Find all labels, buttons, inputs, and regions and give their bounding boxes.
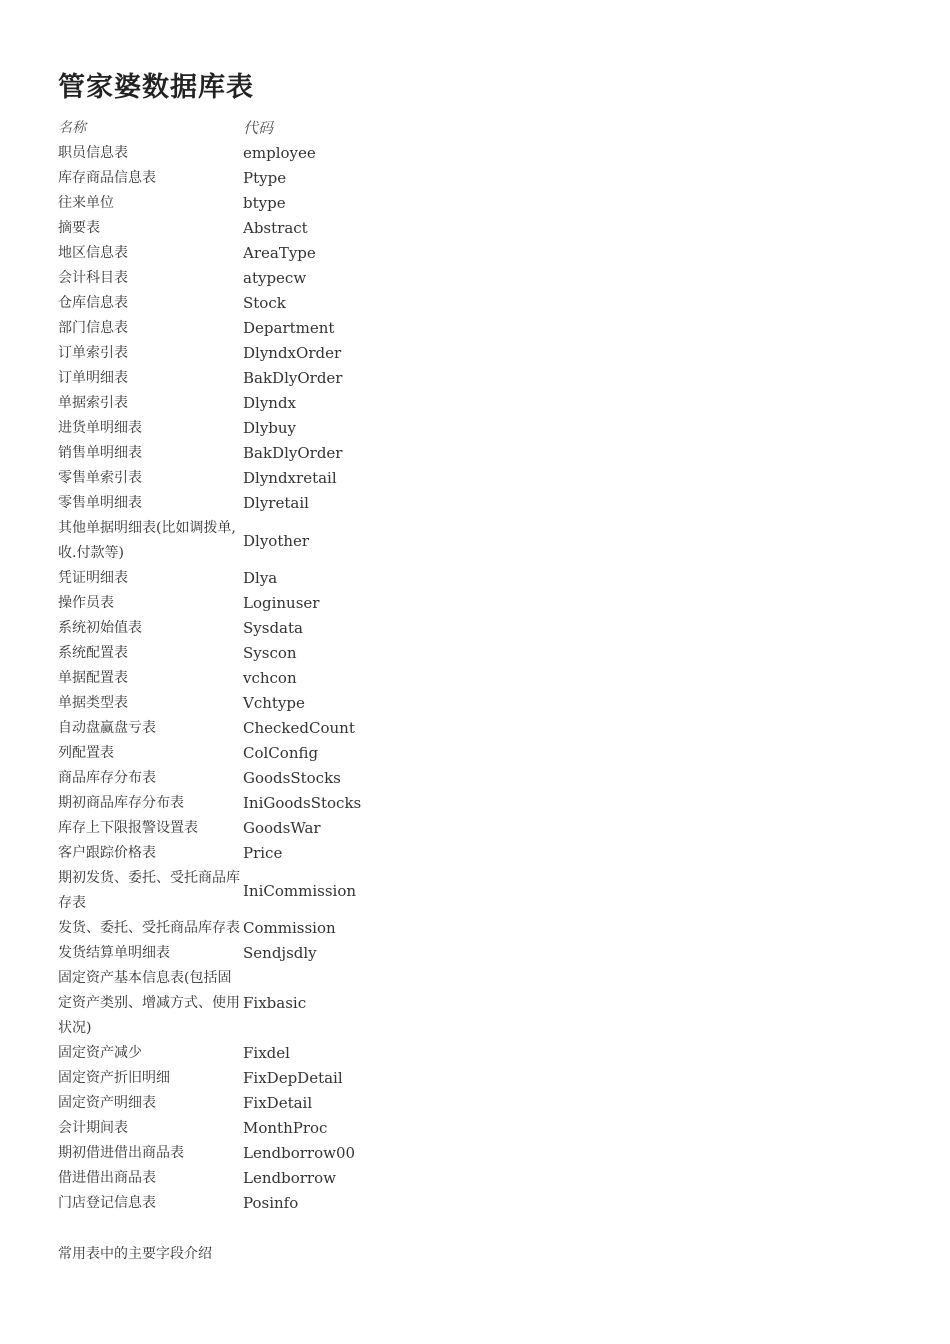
table-row — [58, 491, 443, 516]
page-title: 管家婆数据库表 — [58, 72, 254, 103]
table-row — [58, 591, 443, 616]
table-row — [58, 1141, 443, 1166]
table-row — [58, 1191, 443, 1216]
table-cell-name: 门店登记信息表 — [58, 1195, 156, 1211]
table-row — [58, 816, 443, 841]
table-cell-name: 固定资产明细表 — [58, 1095, 156, 1111]
table-row — [58, 616, 443, 641]
table-cell-code: ColConfig — [243, 744, 319, 762]
table-row — [58, 1041, 443, 1066]
table-cell-name: 商品库存分布表 — [58, 770, 156, 786]
table-row — [58, 1166, 443, 1191]
table-cell-code: FixDetail — [243, 1094, 313, 1112]
table-cell-name: 零售单明细表 — [58, 495, 142, 511]
table-cell-code: Posinfo — [243, 1194, 299, 1212]
table-row — [58, 966, 443, 1041]
table-cell-code: Dlybuy — [243, 419, 297, 437]
table-row — [58, 241, 443, 266]
footer-note: 常用表中的主要字段介绍 — [58, 1246, 212, 1262]
table-cell-code: Sendjsdly — [243, 944, 317, 962]
table-row — [58, 941, 443, 966]
table-cell-name: 会计科目表 — [58, 270, 128, 286]
table-row — [58, 441, 443, 466]
header-code: 代码 — [243, 119, 274, 137]
table-row — [58, 866, 443, 916]
table-cell-code: AreaType — [243, 244, 316, 262]
table-row — [58, 916, 443, 941]
table-row — [58, 841, 443, 866]
table-cell-name: 固定资产基本信息表(包括固定资产类别、增减方式、使用状况) — [58, 970, 240, 1036]
table-cell-code: Commission — [243, 919, 336, 937]
table-cell-name: 自动盘赢盘亏表 — [58, 720, 156, 736]
table-cell-code: Lendborrow00 — [243, 1144, 356, 1162]
table-cell-code: IniCommission — [243, 881, 357, 900]
table-cell-code: Fixbasic — [243, 994, 307, 1012]
table-cell-code: Loginuser — [243, 594, 320, 612]
table-cell-code: IniGoodsStocks — [243, 794, 362, 812]
table-header-row — [58, 116, 443, 141]
table-row — [58, 141, 443, 166]
table-cell-code: Ptype — [243, 169, 287, 187]
table-cell-name: 借进借出商品表 — [58, 1170, 156, 1186]
table-row — [58, 716, 443, 741]
table-cell-code: Dlyother — [243, 531, 310, 550]
table-cell-code: Fixdel — [243, 1044, 290, 1062]
table-row — [58, 1091, 443, 1116]
table-cell-name: 会计期间表 — [58, 1120, 128, 1136]
table-body — [58, 141, 443, 1216]
table-cell-code: Dlyndxretail — [243, 469, 337, 487]
table-cell-name: 期初商品库存分布表 — [58, 795, 184, 811]
table-cell-name: 固定资产折旧明细 — [58, 1070, 170, 1086]
table-cell-code: BakDlyOrder — [243, 369, 343, 387]
table-cell-code: Dlyndx — [243, 394, 297, 412]
table-cell-code: Price — [243, 844, 283, 862]
table-cell-name: 零售单索引表 — [58, 470, 142, 486]
table-cell-name: 系统配置表 — [58, 645, 128, 661]
table-cell-name: 操作员表 — [58, 595, 114, 611]
table-cell-name: 客户跟踪价格表 — [58, 845, 156, 861]
table-cell-code: atypecw — [243, 269, 307, 287]
table-row — [58, 766, 443, 791]
table-cell-code: Dlyretail — [243, 494, 309, 512]
table-row — [58, 416, 443, 441]
table-row — [58, 316, 443, 341]
table-row — [58, 266, 443, 291]
table-cell-name: 库存商品信息表 — [58, 170, 156, 186]
table-row — [58, 741, 443, 766]
table-cell-name: 系统初始值表 — [58, 620, 142, 636]
table-cell-code: btype — [243, 194, 286, 212]
table-cell-name: 销售单明细表 — [58, 445, 142, 461]
table-cell-code: BakDlyOrder — [243, 444, 343, 462]
table-row — [58, 191, 443, 216]
table-cell-name: 往来单位 — [58, 195, 114, 211]
table-row — [58, 391, 443, 416]
table-cell-name: 单据索引表 — [58, 395, 128, 411]
table-cell-code: GoodsStocks — [243, 769, 341, 787]
table-cell-name: 列配置表 — [58, 745, 114, 761]
table-cell-name: 库存上下限报警设置表 — [58, 820, 198, 836]
table-cell-code: vchcon — [243, 669, 297, 687]
table-cell-name: 进货单明细表 — [58, 420, 142, 436]
table-cell-name: 其他单据明细表(比如调拨单,收.付款等) — [58, 520, 236, 561]
table-cell-code: Sysdata — [243, 619, 303, 637]
table-cell-code: MonthProc — [243, 1119, 328, 1137]
table-cell-name: 期初借进借出商品表 — [58, 1145, 184, 1161]
table-cell-code: Dlya — [243, 569, 278, 587]
table-row — [58, 291, 443, 316]
table-cell-code: employee — [243, 144, 316, 162]
table-cell-name: 发货、委托、受托商品库存表 — [58, 920, 240, 936]
table-cell-code: GoodsWar — [243, 819, 321, 837]
table-row — [58, 341, 443, 366]
table-cell-name: 订单明细表 — [58, 370, 128, 386]
table-cell-code: Department — [243, 319, 335, 337]
table-cell-name: 部门信息表 — [58, 320, 128, 336]
table-cell-code: Syscon — [243, 644, 297, 662]
table-row — [58, 566, 443, 591]
table-cell-code: FixDepDetail — [243, 1069, 343, 1087]
table-cell-name: 固定资产减少 — [58, 1045, 142, 1061]
table-cell-name: 发货结算单明细表 — [58, 945, 170, 961]
table-row — [58, 216, 443, 241]
table-cell-code: Lendborrow — [243, 1169, 336, 1187]
table-cell-name: 摘要表 — [58, 220, 100, 236]
table-row — [58, 641, 443, 666]
database-table — [58, 116, 443, 1216]
table-row — [58, 466, 443, 491]
table-row — [58, 791, 443, 816]
table-row — [58, 366, 443, 391]
table-row — [58, 166, 443, 191]
table-cell-code: Abstract — [243, 219, 308, 237]
table-cell-code: DlyndxOrder — [243, 344, 342, 362]
table-row — [58, 691, 443, 716]
table-cell-name: 订单索引表 — [58, 345, 128, 361]
table-row — [58, 1066, 443, 1091]
table-cell-code: CheckedCount — [243, 719, 355, 737]
header-name: 名称 — [58, 120, 86, 136]
table-row — [58, 516, 443, 566]
table-cell-name: 仓库信息表 — [58, 295, 128, 311]
table-cell-name: 单据类型表 — [58, 695, 128, 711]
table-cell-name: 凭证明细表 — [58, 570, 128, 586]
table-cell-name: 单据配置表 — [58, 670, 128, 686]
table-cell-code: Vchtype — [243, 694, 305, 712]
document-page — [58, 70, 898, 1267]
table-cell-code: Stock — [243, 294, 286, 312]
table-row — [58, 1116, 443, 1141]
table-row — [58, 666, 443, 691]
table-cell-name: 地区信息表 — [58, 245, 128, 261]
table-cell-name: 期初发货、委托、受托商品库存表 — [58, 870, 240, 911]
table-cell-name: 职员信息表 — [58, 145, 128, 161]
